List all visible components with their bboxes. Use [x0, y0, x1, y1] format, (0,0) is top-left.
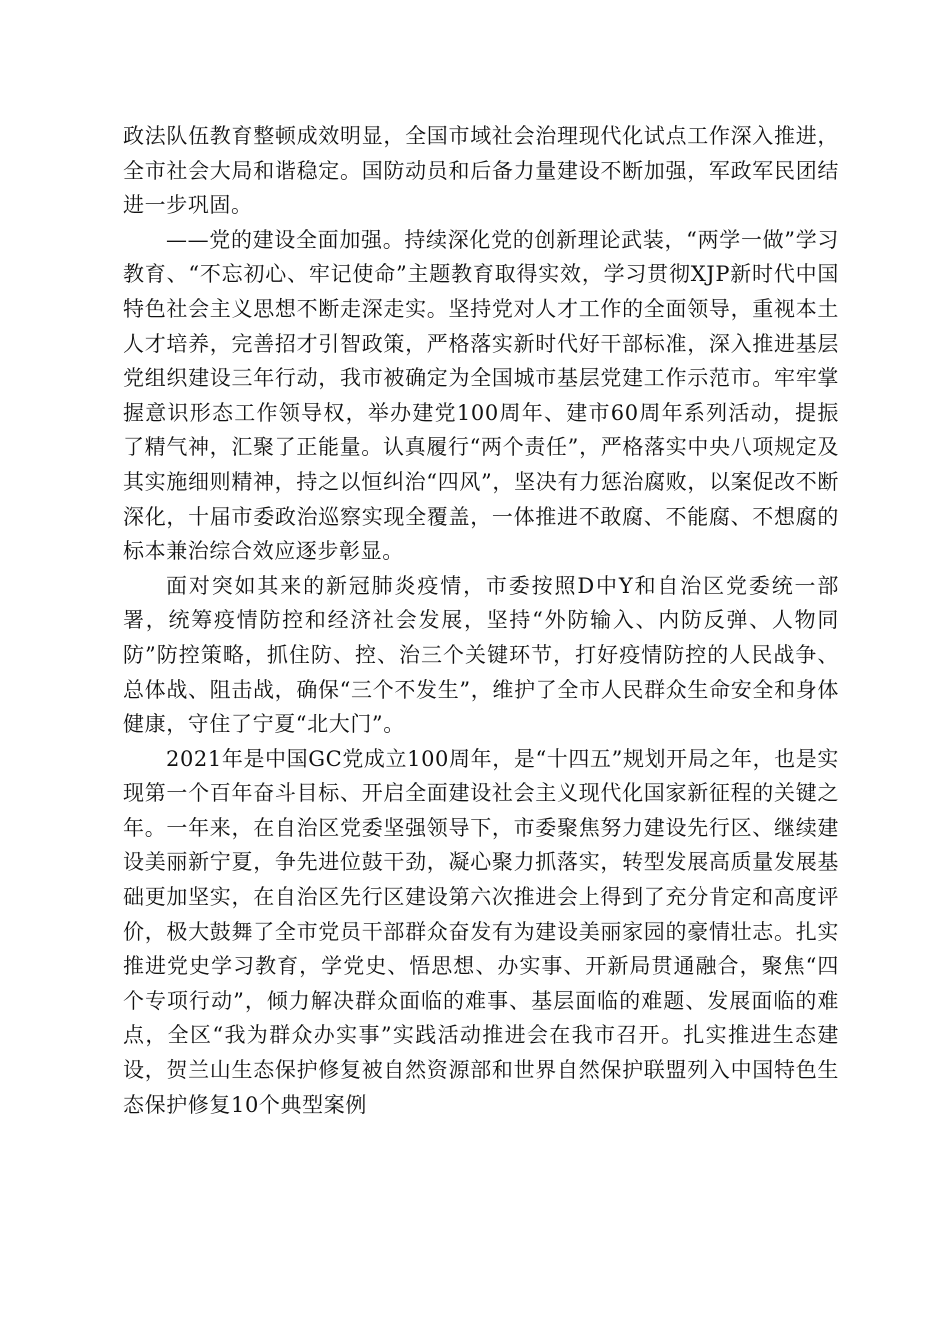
paragraph-epidemic-response: 面对突如其来的新冠肺炎疫情，市委按照D中Y和自治区党委统一部署，统筹疫情防控和经济社会发展，坚持“外防输入、内防反弹、人物同防”防控策略，抓住防、控、治三个关键环节，打好疫情防控的人民战争、总体战、阻击战，确保“三个不发生”，维护了全市人民群众生命安全和身体健康，守住了宁夏“北大门”。: [123, 573, 839, 737]
paragraph-party-building: ——党的建设全面加强。持续深化党的创新理论武装，“两学一做”学习教育、“不忘初心、牢记使命”主题教育取得实效，学习贯彻XJP新时代中国特色社会主义思想不断走深走实。坚持党对人才工作的全面领导，重视本土人才培养，完善招才引智政策，严格落实新时代好干部标准，深入推进基层党组织建设三年行动，我市被确定为全国城市基层党建工作示范市。牢牢掌握意识形态工作领导权，举办建党100周年、建市60周年系列活动，提振了精气神，汇聚了正能量。认真履行“两个责任”，严格落实中央八项规定及其实施细则精神，持之以恒纠治“四风”，坚决有力惩治腐败，以案促改不断深化，十届市委政治巡察实现全覆盖，一体推进不敢腐、不能腐、不想腐的标本兼治综合效应逐步彰显。: [123, 227, 839, 564]
document-body: [123, 119, 839, 1122]
paragraph-2021-review: 2021年是中国GC党成立100周年，是“十四五”规划开局之年，也是实现第一个百年奋斗目标、开启全面建设社会主义现代化国家新征程的关键之年。一年来，在自治区党委坚强领导下，市委聚焦努力建设先行区、继续建设美丽新宁夏，争先进位鼓干劲，凝心聚力抓落实，转型发展高质量发展基础更加坚实，在自治区先行区建设第六次推进会上得到了充分肯定和高度评价，极大鼓舞了全市党员干部群众奋发有为建设美丽家园的豪情壮志。扎实推进党史学习教育，学党史、悟思想、办实事、开新局贯通融合，聚焦“四个专项行动”，倾力解决群众面临的难事、基层面临的难题、发展面临的难点，全区“我为群众办实事”实践活动推进会在我市召开。扎实推进生态建设，贺兰山生态保护修复被自然资源部和世界自然保护联盟列入中国特色生态保护修复10个典型案例: [123, 746, 839, 1117]
paragraph-continuation: 政法队伍教育整顿成效明显，全国市域社会治理现代化试点工作深入推进，全市社会大局和谐稳定。国防动员和后备力量建设不断加强，军政军民团结进一步巩固。: [123, 124, 839, 218]
